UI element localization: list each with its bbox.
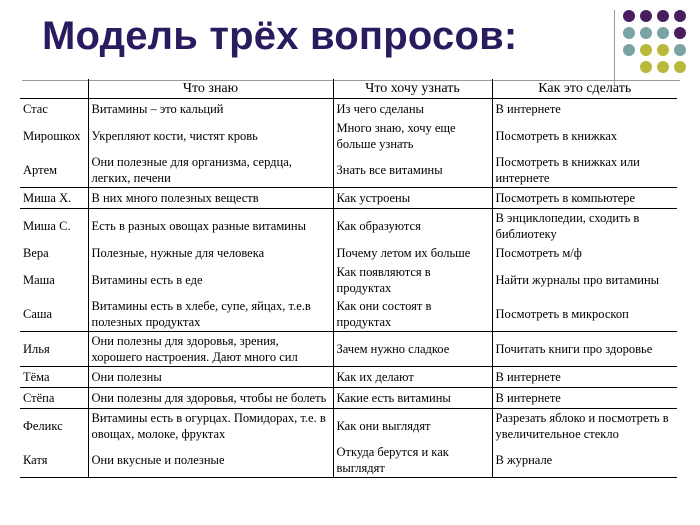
cell-want: Зачем нужно сладкое — [333, 332, 492, 367]
cell-want: Как они выглядят — [333, 409, 492, 444]
decorative-dot — [640, 61, 652, 73]
cell-name: Миша Х. — [20, 188, 88, 209]
cell-want: Как устроены — [333, 188, 492, 209]
cell-know: Витамины есть в хлебе, супе, яйцах, т.е.в полезных продуктах — [88, 297, 333, 332]
cell-how: Почитать книги про здоровье — [492, 332, 677, 367]
table-row — [20, 409, 677, 444]
decorative-dot — [640, 10, 652, 22]
header-name — [20, 79, 88, 99]
cell-name: Мирошкох — [23, 129, 81, 143]
decorative-dot — [674, 44, 686, 56]
header-how: Как это сделать — [492, 79, 677, 99]
cell-want: Откуда берутся и как выглядят — [333, 443, 492, 478]
cell-know: Витамины – это кальций — [88, 99, 333, 120]
cell-know: Они полезны — [88, 367, 333, 388]
cell-want: Из чего сделаны — [333, 99, 492, 120]
cell-know: Полезные, нужные для человека — [88, 243, 333, 263]
table-row — [20, 367, 677, 388]
decorative-dot — [623, 10, 635, 22]
decorative-dot — [674, 61, 686, 73]
cell-want: Знать все витамины — [333, 153, 492, 188]
cell-want: Как образуются — [333, 209, 492, 244]
decorative-dot — [657, 61, 669, 73]
three-questions-table — [20, 79, 677, 478]
cell-how: В интернете — [492, 99, 677, 120]
table-row — [20, 297, 677, 332]
cell-how: В журнале — [492, 443, 677, 478]
cell-how: Найти журналы про витамины — [492, 263, 677, 297]
table-row — [20, 388, 677, 409]
cell-how: Посмотреть в микроскоп — [492, 297, 677, 332]
cell-how: Посмотреть в книжках — [492, 119, 677, 153]
table-row — [20, 332, 677, 367]
cell-want: Как их делают — [333, 367, 492, 388]
cell-name: Феликс — [20, 409, 88, 444]
decorative-dot — [623, 27, 635, 39]
cell-know: Есть в разных овощах разные витамины — [88, 209, 333, 244]
cell-name: Миша С. — [20, 209, 88, 244]
header-want: Что хочу узнать — [333, 79, 492, 99]
decorative-dot — [640, 44, 652, 56]
cell-know: Они вкусные и полезные — [88, 443, 333, 478]
cell-how: Разрезать яблоко и посмотреть в увеличительное стекло — [492, 409, 677, 444]
cell-know: Они полезные для организма, сердца, легких, печени — [88, 153, 333, 188]
cell-want: Почему летом их больше — [333, 243, 492, 263]
table-row — [20, 209, 677, 244]
vertical-divider — [614, 10, 615, 86]
table-row — [20, 153, 677, 188]
cell-how: Посмотреть в книжках или интернете — [492, 153, 677, 188]
cell-how: В интернете — [492, 388, 677, 409]
cell-name: Илья — [20, 332, 88, 367]
decorative-dot — [657, 27, 669, 39]
cell-know: В них много полезных веществ — [88, 188, 333, 209]
decorative-dot — [657, 44, 669, 56]
table-row — [20, 99, 677, 120]
cell-know: Витамины есть в еде — [88, 263, 333, 297]
cell-how: В интернете — [492, 367, 677, 388]
cell-know: Они полезны для здоровья, зрения, хорошего настроения. Дают много сил — [88, 332, 333, 367]
decorative-dot — [674, 27, 686, 39]
cell-name: Маша — [23, 273, 55, 287]
cell-know: Витамины есть в огурцах. Помидорах, т.е. в овощах, молоке, фруктах — [88, 409, 333, 444]
cell-name: Тёма — [20, 367, 88, 388]
cell-how: Посмотреть в компьютере — [492, 188, 677, 209]
cell-how: В энциклопедии, сходить в библиотеку — [492, 209, 677, 244]
cell-know: Они полезны для здоровья, чтобы не болеть — [88, 388, 333, 409]
decorative-dot — [623, 44, 635, 56]
header-know: Что знаю — [88, 79, 333, 99]
cell-want: Как они состоят в продуктах — [333, 297, 492, 332]
decorative-dot — [657, 10, 669, 22]
slide-title: Модель трёх вопросов: — [42, 14, 518, 58]
cell-how: Посмотреть м/ф — [492, 243, 677, 263]
table-row — [20, 443, 677, 478]
table-row — [20, 188, 677, 209]
cell-want: Как появляются в продуктах — [333, 263, 492, 297]
cell-name: Вера — [23, 246, 49, 260]
table-header-row — [20, 79, 677, 99]
decorative-dot — [674, 10, 686, 22]
cell-name: Стёпа — [20, 388, 88, 409]
cell-name: Стас — [23, 102, 48, 116]
table-row — [20, 243, 677, 263]
cell-want: Много знаю, хочу еще больше узнать — [333, 119, 492, 153]
cell-want: Какие есть витамины — [333, 388, 492, 409]
cell-name: Артем — [23, 163, 58, 177]
cell-name: Саша — [23, 307, 53, 321]
decorative-dot — [640, 27, 652, 39]
table-row — [20, 119, 677, 153]
cell-know: Укрепляют кости, чистят кровь — [88, 119, 333, 153]
cell-name: Катя — [20, 443, 88, 478]
table-row — [20, 263, 677, 297]
